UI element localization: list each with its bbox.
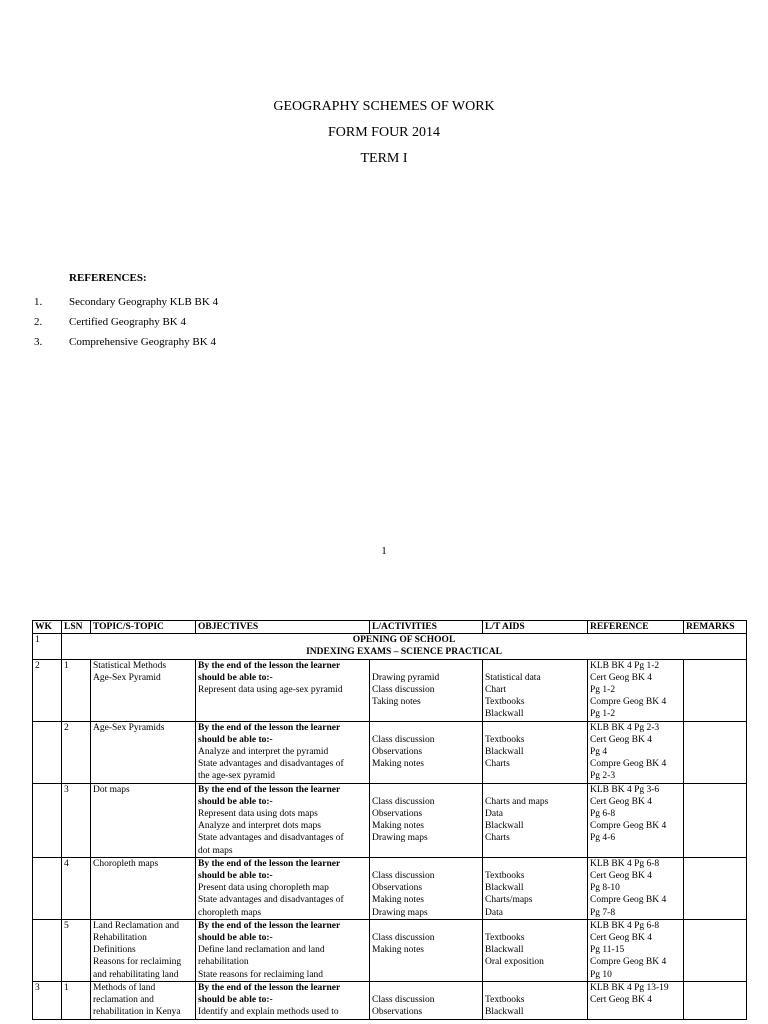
cell-aids — [483, 783, 588, 857]
table-row — [33, 721, 747, 783]
cell-wk: 2 — [33, 659, 62, 721]
reference-line: Cert Geog BK 4 — [590, 933, 653, 944]
table-row — [33, 783, 747, 857]
cell-spacer — [372, 784, 480, 796]
topic-line: Dot maps — [93, 784, 130, 795]
objective-line: Represent data using age-sex pyramid — [198, 685, 343, 696]
cell-topic — [91, 659, 196, 721]
reference-item — [34, 332, 218, 352]
cell-reference — [588, 783, 684, 857]
cell-spacer — [372, 660, 480, 672]
aid-line: Blackwall — [485, 747, 524, 758]
cell-activities — [370, 857, 483, 919]
reference-line: Pg 6-8 — [590, 809, 616, 820]
cell-wk: 1 — [33, 634, 62, 659]
objective-line: dot maps — [198, 845, 233, 856]
reference-line: Compre Geog BK 4 — [590, 895, 667, 906]
objective-line: Identify and explain methods used to — [198, 1007, 339, 1018]
cell-lsn: 4 — [62, 857, 91, 919]
cell-spacer — [485, 784, 585, 796]
reference-line: KLB BK 4 Pg 6-8 — [590, 858, 660, 869]
cell-reference — [588, 981, 684, 1019]
table-row — [33, 919, 747, 981]
cell-topic — [91, 981, 196, 1019]
header-lsn: LSN — [62, 621, 91, 634]
objective-line: Present data using choropleth map — [198, 883, 329, 894]
header-remarks: REMARKS — [684, 621, 747, 634]
reference-line: Compre Geog BK 4 — [590, 957, 667, 968]
reference-line: Compre Geog BK 4 — [590, 821, 667, 832]
reference-line: KLB BK 4 Pg 13-19 — [590, 982, 669, 993]
table-row-week-1 — [33, 634, 747, 659]
cell-objectives — [196, 981, 370, 1019]
reference-line: Pg 1-2 — [590, 685, 616, 696]
aid-line: Blackwall — [485, 945, 524, 956]
activity-line: Class discussion — [372, 685, 435, 695]
activity-line: Class discussion — [372, 871, 435, 882]
topic-line: Reasons for reclaiming — [93, 957, 182, 968]
cell-wk — [33, 783, 62, 857]
activity-line: Making notes — [372, 821, 424, 832]
cell-spacer — [485, 982, 585, 994]
reference-line: Pg 2-3 — [590, 771, 616, 782]
cell-remarks — [684, 721, 747, 783]
cell-activities — [370, 721, 483, 783]
objective-line: Define land reclamation and land — [198, 945, 325, 956]
objective-line: Represent data using dots maps — [198, 809, 318, 820]
table-row — [33, 659, 747, 721]
cell-remarks — [684, 659, 747, 721]
week-1-line-2: INDEXING EXAMS – SCIENCE PRACTICAL — [306, 647, 502, 658]
cell-objectives — [196, 659, 370, 721]
reference-line: KLB BK 4 Pg 1-2 — [590, 660, 660, 671]
cell-aids — [483, 857, 588, 919]
header-wk: WK — [33, 621, 62, 634]
cell-spacer — [485, 858, 585, 870]
document-title: GEOGRAPHY SCHEMES OF WORK — [273, 99, 495, 114]
objectives-intro: By the end of the lesson the learner should be able to:- — [198, 982, 341, 1006]
activity-line: Class discussion — [372, 796, 435, 807]
cell-spacer — [485, 722, 585, 734]
cell-spacer — [372, 722, 480, 734]
aid-line: Data — [485, 809, 503, 820]
reference-line: Cert Geog BK 4 — [590, 871, 653, 882]
cell-spacer — [372, 858, 480, 870]
aid-line: Charts and maps — [485, 796, 549, 807]
reference-number: 1. — [34, 296, 43, 308]
reference-line: Pg 4-6 — [590, 833, 616, 844]
cell-topic — [91, 783, 196, 857]
reference-line: Pg 4 — [590, 747, 608, 758]
aid-line: Blackwall — [485, 883, 524, 894]
cell-remarks — [684, 981, 747, 1019]
cell-wk — [33, 857, 62, 919]
activity-line: Drawing maps — [372, 833, 428, 844]
objective-line: choropleth maps — [198, 907, 262, 918]
cell-reference — [588, 857, 684, 919]
cell-reference — [588, 919, 684, 981]
activity-line: Taking notes — [372, 697, 421, 708]
cell-aids — [483, 919, 588, 981]
aid-line: Charts/maps — [485, 895, 533, 906]
cell-wk — [33, 919, 62, 981]
objective-line: State advantages and disadvantages of — [198, 833, 344, 844]
aid-line: Blackwall — [485, 709, 524, 720]
cell-activities — [370, 783, 483, 857]
aid-line: Textbooks — [485, 734, 525, 745]
cell-spacer — [485, 660, 585, 672]
cell-aids — [483, 981, 588, 1019]
topic-line: Methods of land — [93, 982, 156, 993]
cell-objectives — [196, 919, 370, 981]
cell-spacer — [485, 920, 585, 932]
topic-line: Rehabilitation — [93, 933, 147, 944]
activity-line: Observations — [372, 747, 423, 758]
reference-line: Pg 10 — [590, 969, 612, 980]
topic-line: Land Reclamation and — [93, 920, 179, 931]
cell-week-1-merged — [62, 634, 747, 659]
objectives-intro: By the end of the lesson the learner should be able to:- — [198, 920, 341, 944]
document-subtitle-term: TERM I — [360, 151, 408, 166]
reference-text: Certified Geography BK 4 — [69, 316, 186, 328]
page-number: 1 — [381, 545, 387, 557]
reference-line: KLB BK 4 Pg 2-3 — [590, 722, 660, 733]
header-reference: REFERENCE — [588, 621, 684, 634]
cell-lsn: 5 — [62, 919, 91, 981]
scheme-of-work-table — [32, 620, 747, 1020]
activity-line: Observations — [372, 883, 423, 894]
cell-objectives — [196, 721, 370, 783]
objectives-intro: By the end of the lesson the learner should be able to:- — [198, 660, 341, 683]
reference-line: Cert Geog BK 4 — [590, 672, 653, 683]
header-activities: L/ACTIVITIES — [370, 621, 483, 634]
reference-line: Pg 8-10 — [590, 883, 620, 894]
table-header-row — [33, 621, 747, 634]
aid-line: Charts — [485, 833, 510, 844]
activity-line: Making notes — [372, 895, 424, 906]
cell-spacer — [372, 982, 480, 994]
objectives-intro: By the end of the lesson the learner should be able to:- — [198, 722, 341, 745]
aid-line: Blackwall — [485, 1007, 524, 1018]
topic-line: Age-Sex Pyramid — [93, 672, 161, 683]
cell-topic — [91, 857, 196, 919]
references-heading: REFERENCES: — [69, 272, 147, 284]
reference-item — [34, 292, 218, 312]
aid-line: Textbooks — [485, 995, 525, 1006]
title-block — [0, 94, 768, 172]
cell-remarks — [684, 919, 747, 981]
reference-text: Secondary Geography KLB BK 4 — [69, 296, 219, 308]
cell-activities — [370, 919, 483, 981]
reference-line: Compre Geog BK 4 — [590, 697, 667, 708]
header-aids: L/T AIDS — [483, 621, 588, 634]
cell-objectives — [196, 857, 370, 919]
aid-line: Blackwall — [485, 821, 524, 832]
reference-line: Compre Geog BK 4 — [590, 759, 667, 770]
aid-line: Textbooks — [485, 697, 525, 708]
objective-line: Analyze and interpret dots maps — [198, 821, 321, 832]
activity-line: Class discussion — [372, 734, 435, 745]
objective-line: State advantages and disadvantages of — [198, 759, 344, 770]
topic-line: Choropleth maps — [93, 858, 159, 869]
activity-line: Class discussion — [372, 995, 435, 1006]
cell-lsn: 3 — [62, 783, 91, 857]
cell-activities — [370, 981, 483, 1019]
cell-topic — [91, 721, 196, 783]
objectives-intro: By the end of the lesson the learner should be able to:- — [198, 784, 341, 807]
reference-line: KLB BK 4 Pg 3-6 — [590, 784, 660, 795]
objectives-intro: By the end of the lesson the learner should be able to:- — [198, 858, 341, 882]
activity-line: Class discussion — [372, 933, 435, 944]
header-objectives: OBJECTIVES — [196, 621, 370, 634]
objective-line: the age-sex pyramid — [198, 771, 276, 782]
document-subtitle-form: FORM FOUR 2014 — [327, 125, 441, 140]
reference-line: Cert Geog BK 4 — [590, 796, 653, 807]
activity-line: Observations — [372, 1007, 423, 1018]
table-row — [33, 981, 747, 1019]
cell-spacer — [372, 920, 480, 932]
week-1-line-1: OPENING OF SCHOOL — [352, 635, 456, 646]
objective-line: State advantages and disadvantages of — [198, 895, 344, 906]
topic-line: Statistical Methods — [93, 660, 167, 671]
topic-line: Definitions — [93, 945, 136, 956]
cell-objectives — [196, 783, 370, 857]
reference-number: 2. — [34, 316, 43, 328]
topic-line: Age-Sex Pyramids — [93, 722, 165, 733]
scheme-table-wrap — [32, 620, 747, 1020]
reference-line: Cert Geog BK 4 — [590, 734, 653, 745]
topic-line: reclamation and — [93, 995, 154, 1006]
reference-item — [34, 312, 218, 332]
cell-topic — [91, 919, 196, 981]
cell-lsn: 1 — [62, 659, 91, 721]
cell-remarks — [684, 783, 747, 857]
cell-aids — [483, 659, 588, 721]
objective-line: rehabilitation — [198, 957, 249, 968]
cell-lsn: 1 — [62, 981, 91, 1019]
reference-line: Pg 1-2 — [590, 709, 616, 720]
aid-line: Chart — [485, 685, 507, 695]
aid-line: Textbooks — [485, 871, 525, 882]
cell-aids — [483, 721, 588, 783]
table-row — [33, 857, 747, 919]
activity-line: Drawing maps — [372, 907, 428, 918]
aid-line: Textbooks — [485, 933, 525, 944]
header-topic: TOPIC/S-TOPIC — [91, 621, 196, 634]
reference-line: KLB BK 4 Pg 6-8 — [590, 920, 660, 931]
objective-line: Analyze and interpret the pyramid — [198, 747, 329, 758]
references-section — [34, 272, 218, 352]
aid-line: Statistical data — [485, 672, 541, 683]
activity-line: Drawing pyramid — [372, 672, 440, 683]
aid-line: Data — [485, 907, 503, 918]
cell-wk — [33, 721, 62, 783]
topic-line: rehabilitation in Kenya — [93, 1007, 181, 1018]
aid-line: Charts — [485, 759, 510, 770]
reference-text: Comprehensive Geography BK 4 — [69, 336, 216, 348]
cell-remarks — [684, 857, 747, 919]
topic-line: and rehabilitating land — [93, 969, 179, 980]
aid-line: Oral exposition — [485, 957, 544, 968]
reference-number: 3. — [34, 336, 43, 348]
activity-line: Making notes — [372, 945, 424, 956]
cell-reference — [588, 659, 684, 721]
objective-line: State reasons for reclaiming land — [198, 969, 324, 980]
cell-lsn: 2 — [62, 721, 91, 783]
reference-line: Pg 7-8 — [590, 907, 616, 918]
activity-line: Making notes — [372, 759, 424, 770]
cell-wk: 3 — [33, 981, 62, 1019]
reference-line: Pg 11-15 — [590, 945, 625, 956]
activity-line: Observations — [372, 809, 423, 820]
cell-activities — [370, 659, 483, 721]
reference-line: Cert Geog BK 4 — [590, 995, 653, 1006]
cell-reference — [588, 721, 684, 783]
